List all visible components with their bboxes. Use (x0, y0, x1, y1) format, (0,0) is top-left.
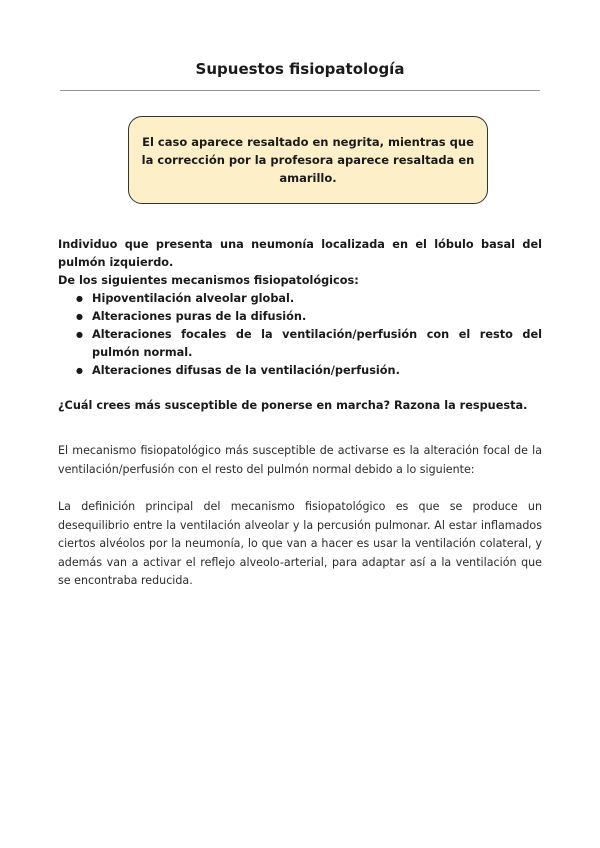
list-item: ● Alteraciones focales de la ventilación/perfusión con el resto del pulmón normal. (92, 326, 542, 362)
list-item: ● Alteraciones puras de la difusión. (92, 308, 542, 326)
page-title: Supuestos fisiopatología (195, 60, 405, 78)
list-item: ● Alteraciones difusas de la ventilación/perfusión. (92, 362, 542, 380)
title-divider (60, 90, 540, 91)
case-question: ¿Cuál crees más susceptible de ponerse en marcha? Razona la respuesta. (58, 399, 528, 412)
case-intro: Individuo que presenta una neumonía localizada en el lóbulo basal del pulmón izquierdo. (58, 238, 542, 269)
mechanism-list (58, 290, 542, 380)
answer-paragraph-2: La definición principal del mecanismo fisiopatológico es que se produce un desequilibrio entre la ventilación alveolar y la percusión pulmonar. Al estar inflamados ciertos alvéolos por la neumonía, lo que van a hacer es usar la ventilación colateral, y además van a activar el reflejo alveolo-arterial, para adaptar así a la ventilación que se encontraba reducida. (58, 500, 542, 587)
case-lead: De los siguientes mecanismos fisiopatológicos: (58, 274, 359, 287)
legend-note-box (128, 116, 488, 204)
answer-paragraph-1: El mecanismo fisiopatológico más susceptible de activarse es la alteración focal de la ventilación/perfusión con el resto del pulmón normal debido a lo siguiente: (58, 444, 542, 476)
case-statement (58, 236, 542, 415)
legend-note-text: El caso aparece resaltado en negrita, mientras que la corrección por la profesora aparece resaltada en amarillo. (141, 135, 475, 185)
list-item: ● Hipoventilación alveolar global. (92, 290, 542, 308)
answer-section (58, 442, 542, 610)
